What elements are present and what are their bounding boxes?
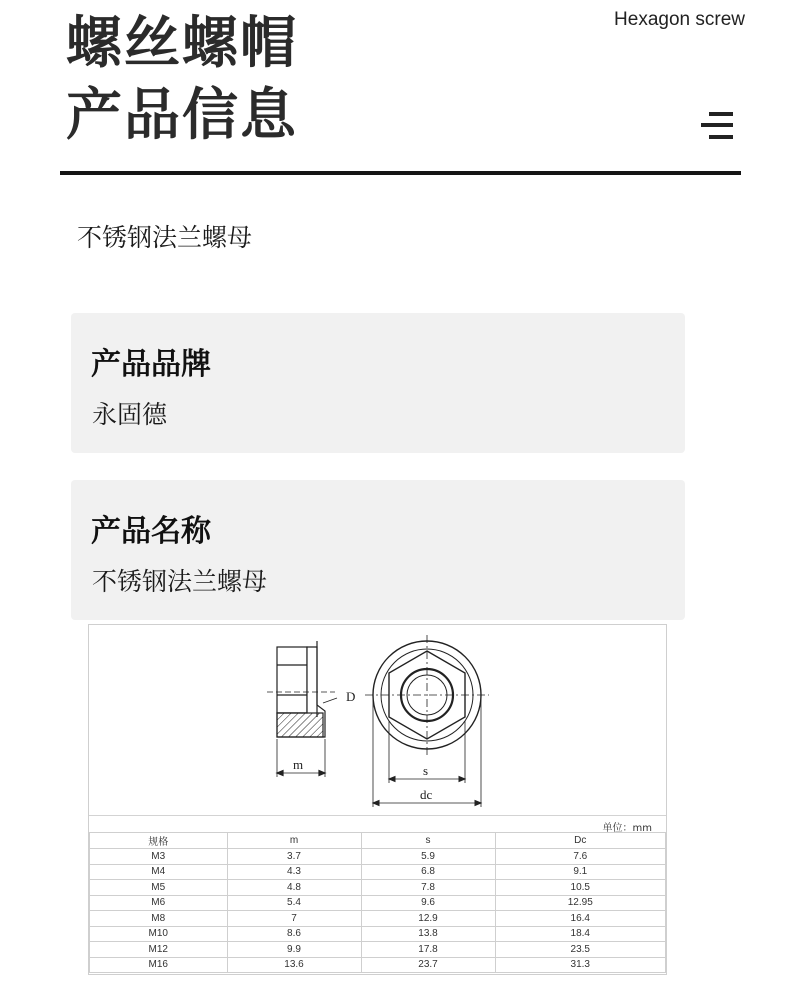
label-d: D	[346, 689, 356, 704]
label-s: s	[423, 763, 429, 778]
col-header: 规格	[90, 833, 228, 849]
table-row	[90, 864, 666, 880]
label-m: m	[293, 757, 304, 772]
brand-heading: 产品品牌	[91, 347, 211, 382]
table-cell: M8	[90, 911, 228, 927]
col-header: s	[361, 833, 495, 849]
table-cell: 5.9	[361, 849, 495, 865]
name-card	[71, 480, 685, 620]
table-cell: 17.8	[361, 942, 495, 958]
table-cell: 23.5	[495, 942, 665, 958]
dimension-table	[89, 832, 666, 973]
col-header: Dc	[495, 833, 665, 849]
table-cell: 13.8	[361, 926, 495, 942]
table-cell: 5.4	[227, 895, 361, 911]
brand-value: 永固德	[92, 400, 168, 429]
english-tag: Hexagon screw	[614, 9, 745, 30]
nut-drawing	[89, 625, 666, 815]
unit-row	[89, 815, 666, 832]
table-cell: 9.6	[361, 895, 495, 911]
table-cell: 7	[227, 911, 361, 927]
spec-sheet	[88, 624, 667, 975]
top-view	[365, 635, 489, 807]
table-cell: M12	[90, 942, 228, 958]
table-cell: 7.8	[361, 880, 495, 896]
table-cell: M3	[90, 849, 228, 865]
brand-card	[71, 313, 685, 453]
table-cell: 12.95	[495, 895, 665, 911]
table-cell: 12.9	[361, 911, 495, 927]
product-subtitle: 不锈钢法兰螺母	[77, 223, 253, 252]
table-cell: 13.6	[227, 957, 361, 973]
table-cell: 8.6	[227, 926, 361, 942]
table-cell: 4.8	[227, 880, 361, 896]
table-row	[90, 849, 666, 865]
table-row	[90, 895, 666, 911]
table-cell: 4.3	[227, 864, 361, 880]
table-cell: M4	[90, 864, 228, 880]
page-title-line1: 螺丝螺帽	[66, 11, 298, 76]
table-row	[90, 911, 666, 927]
table-cell: 7.6	[495, 849, 665, 865]
table-cell: 16.4	[495, 911, 665, 927]
table-cell: 31.3	[495, 957, 665, 973]
table-cell: 6.8	[361, 864, 495, 880]
table-cell: 9.9	[227, 942, 361, 958]
header-divider	[60, 171, 741, 175]
col-header: m	[227, 833, 361, 849]
table-cell: M6	[90, 895, 228, 911]
table-row	[90, 926, 666, 942]
table-cell: 18.4	[495, 926, 665, 942]
name-heading: 产品名称	[91, 514, 211, 549]
table-cell: 3.7	[227, 849, 361, 865]
menu-icon[interactable]	[701, 110, 735, 142]
unit-label: 单位：mm	[602, 823, 652, 834]
table-cell: 9.1	[495, 864, 665, 880]
table-cell: M10	[90, 926, 228, 942]
table-cell: 23.7	[361, 957, 495, 973]
table-header-row	[90, 833, 666, 849]
table-cell: M5	[90, 880, 228, 896]
name-value: 不锈钢法兰螺母	[92, 567, 268, 596]
table-row	[90, 957, 666, 973]
label-dc: dc	[420, 787, 433, 802]
table-cell: M16	[90, 957, 228, 973]
table-row	[90, 880, 666, 896]
table-row	[90, 942, 666, 958]
table-cell: 10.5	[495, 880, 665, 896]
page-title-line2: 产品信息	[66, 83, 298, 148]
